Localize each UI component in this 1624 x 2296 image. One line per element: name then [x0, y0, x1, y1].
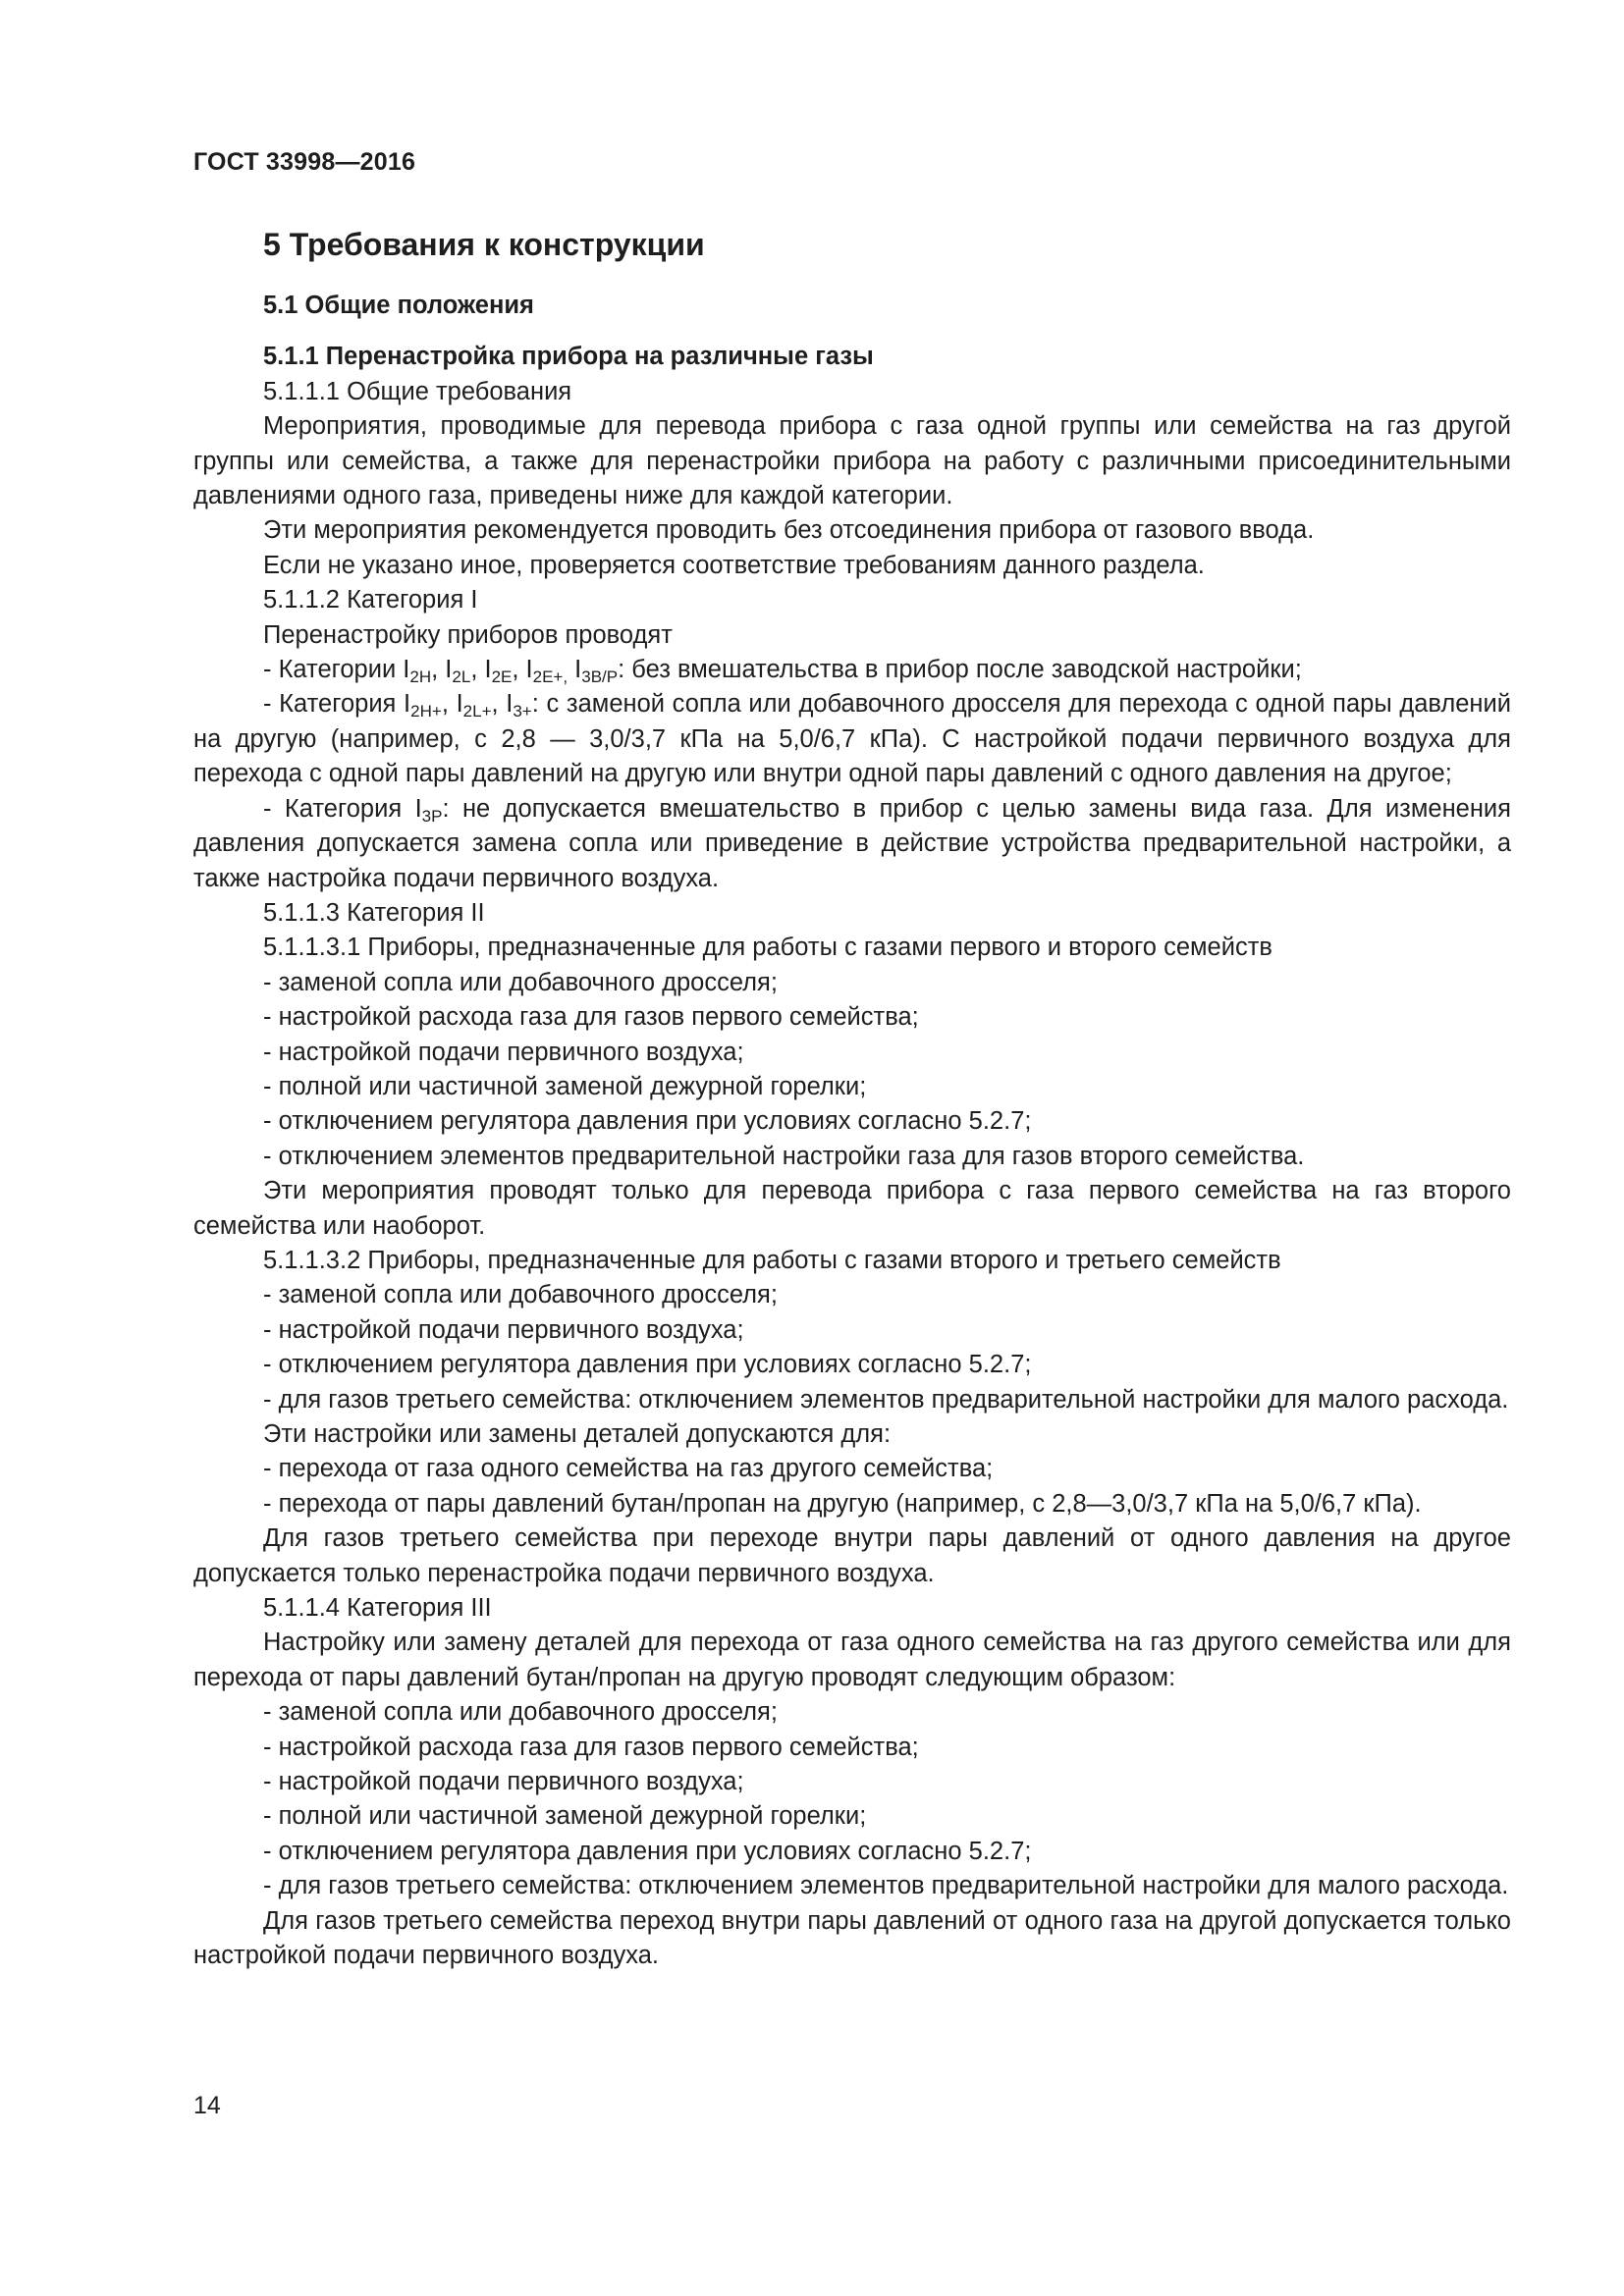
paragraph: Если не указано иное, проверяется соответствие требованиям данного раздела.	[263, 551, 1205, 579]
list-item: - заменой сопла или добавочного дросселя;	[263, 968, 778, 996]
category-list-item: - Категория $I_{2H+}$, $I_{2L+}$, $I_{3+}$: с заменой сопла или добавочного дросселя для перехода с одной пары давлений на другую (например, с 2,8 — 3,0/3,7 кПа на 5,0/6,7 кПа). С настройкой подачи первичного воздуха для перехода с одной пары давлений на другую или внутри одной пары давлений с одного давления на другое;	[193, 690, 1511, 788]
list-item: - отключением регулятора давления при условиях согласно 5.2.7;	[263, 1837, 1032, 1865]
list-item: - настройкой подачи первичного воздуха;	[263, 1038, 744, 1066]
subsubsection-heading: 5.1.1 Перенастройка прибора на различные газы	[263, 343, 874, 371]
paragraph: Перенастройку приборов проводят	[263, 620, 673, 649]
list-item: - настройкой расхода газа для газов первого семейства;	[263, 1003, 919, 1032]
list-item: - заменой сопла или добавочного дросселя;	[263, 1698, 778, 1727]
clause-5-1-1-4: 5.1.1.4 Категория III	[263, 1594, 492, 1623]
document-code: ГОСТ 33998—2016	[193, 148, 416, 176]
paragraph: Мероприятия, проводимые для перевода прибора с газа одной группы или семейства на газ другой группы или семейства, а также для перенастройки прибора на работу с различными присоединительными давлениями одного газа, приведены ниже для каждой категории.	[193, 412, 1511, 510]
page-number: 14	[193, 2092, 221, 2119]
document-body	[193, 220, 1511, 1974]
paragraph: Эти мероприятия рекомендуется проводить без отсоединения прибора от газового ввода.	[263, 516, 1315, 545]
subsection-heading: 5.1 Общие положения	[263, 292, 534, 319]
list-item: - для газов третьего семейства: отключением элементов предварительной настройки для малого расхода.	[263, 1385, 1509, 1414]
list-item: - полной или частичной заменой дежурной горелки;	[263, 1802, 867, 1831]
list-item: - настройкой подачи первичного воздуха;	[263, 1315, 744, 1344]
paragraph: Эти настройки или замены деталей допускаются для:	[263, 1420, 892, 1448]
list-item: - отключением регулятора давления при условиях согласно 5.2.7;	[263, 1107, 1032, 1136]
list-item: - перехода от пары давлений бутан/пропан на другую (например, с 2,8—3,0/3,7 кПа на 5,0/6,7 кПа).	[263, 1489, 1422, 1518]
list-item: - настройкой подачи первичного воздуха;	[263, 1768, 744, 1796]
list-item: - настройкой расхода газа для газов первого семейства;	[263, 1733, 919, 1761]
paragraph: Для газов третьего семейства при переходе внутри пары давлений от одного давления на другое допускается только перенастройка подачи первичного воздуха.	[193, 1524, 1511, 1587]
paragraph: Для газов третьего семейства переход внутри пары давлений от одного газа на другой допускается только настройкой подачи первичного воздуха.	[193, 1906, 1511, 1970]
paragraph: Настройку или замену деталей для перехода от газа одного семейства на газ другого семейства или для перехода от пары давлений бутан/пропан на другую проводят следующим образом:	[193, 1629, 1511, 1691]
clause-5-1-1-3-1: 5.1.1.3.1 Приборы, предназначенные для работы с газами первого и второго семейств	[263, 934, 1272, 962]
clause-5-1-1-3-2: 5.1.1.3.2 Приборы, предназначенные для работы с газами второго и третьего семейств	[263, 1246, 1281, 1274]
list-item: - отключением элементов предварительной настройки газа для газов второго семейства.	[263, 1142, 1305, 1170]
paragraph: Эти мероприятия проводят только для перевода прибора с газа первого семейства на газ второго семейства или наоборот.	[193, 1177, 1511, 1240]
list-item: - отключением регулятора давления при условиях согласно 5.2.7;	[263, 1351, 1032, 1379]
category-list-item: - Категории $I_{2H}$, $I_{2L}$, $I_{2E}$, $I_{2E+,}$ $I_{3B/P}$: без вмешательства в прибор после заводской настройки;	[263, 656, 1302, 687]
category-list-item: - Категория $I_{3P}$: не допускается вмешательство в прибор с целью замены вида газа. Для изменения давления допускается замена сопла или приведение в действие устройства предварительной настройки, а также настройка подачи первичного воздуха.	[193, 794, 1511, 892]
section-heading: 5 Требования к конструкции	[263, 227, 705, 262]
list-item: - заменой сопла или добавочного дросселя;	[263, 1281, 778, 1309]
list-item: - перехода от газа одного семейства на газ другого семейства;	[263, 1455, 994, 1483]
list-item: - для газов третьего семейства: отключением элементов предварительной настройки для малого расхода.	[263, 1872, 1509, 1900]
clause-5-1-1-3: 5.1.1.3 Категория II	[263, 898, 485, 927]
clause-5-1-1-1: 5.1.1.1 Общие требования	[263, 377, 572, 405]
clause-5-1-1-2: 5.1.1.2 Категория I	[263, 586, 478, 614]
list-item: - полной или частичной заменой дежурной горелки;	[263, 1072, 867, 1100]
